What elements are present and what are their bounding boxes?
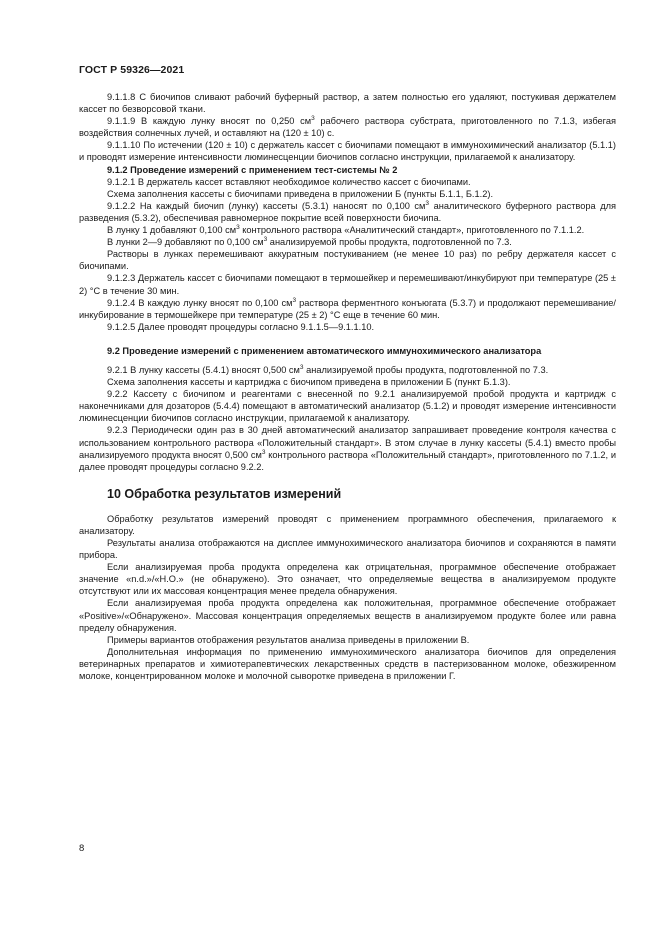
paragraph	[79, 188, 616, 200]
superscript: 3	[261, 448, 266, 456]
text-run: 10 Обработка результатов измерений	[107, 486, 342, 501]
text-run: 9.1.2.1 В держатель кассет вставляют необходимое количество кассет с биочипами.	[107, 176, 471, 187]
superscript: 3	[292, 296, 297, 304]
page-number: 8	[79, 843, 85, 854]
superscript: 3	[263, 236, 268, 244]
section-heading	[79, 345, 616, 357]
paragraph	[79, 513, 616, 537]
paragraph	[79, 388, 616, 424]
text-run: 9.1.2 Проведение измерений с применением тест-системы № 2	[107, 164, 398, 175]
paragraph	[79, 236, 616, 248]
text-run: Обработку результатов измерений проводят с применением программного обеспечения, прилагаемого к анализатору.	[79, 513, 616, 536]
superscript: 3	[236, 224, 240, 232]
paragraph	[79, 224, 616, 236]
subsection-heading	[79, 164, 616, 176]
text-run: 9.1.2.3 Держатель кассет с биочипами помещают в термошейкер и перемешивают/инкубируют при температуре (25 ± 2) °С в течение 30 мин.	[79, 273, 616, 296]
paragraph	[79, 646, 616, 682]
text-run: Результаты анализа отображаются на дисплее иммунохимического анализатора биочипов и сохраняются в памяти прибора.	[79, 538, 616, 561]
text-run: 9.1.2.5 Далее проводят процедуры согласно 9.1.1.5—9.1.1.10.	[107, 321, 375, 332]
paragraph	[79, 364, 616, 376]
text-run: 9.2.2 Кассету с биочипом и реагентами с внесенной по 9.2.1 анализируемой пробой продукта и картридж с наконечниками для дозаторов (5.4.4) помещают в автоматический анализатор (5.1.2) и проводят измерение интенсивности люминесценции биочипов согласно инструкции, прилагаемой к анализатору.	[79, 389, 616, 424]
text-run: 9.1.2.2 На каждый биочип (лунку) кассеты (5.3.1) наносят по 0,100 см	[107, 200, 426, 211]
document-header: ГОСТ Р 59326—2021	[79, 64, 185, 76]
paragraph	[79, 537, 616, 561]
text-run: контрольного раствора «Аналитический стандарт», приготовленного по 7.1.1.2.	[239, 225, 585, 236]
paragraph	[79, 597, 616, 633]
paragraph	[79, 376, 616, 388]
paragraph	[79, 115, 616, 139]
paragraph	[79, 321, 616, 333]
text-run: Если анализируемая проба продукта определена как положительная, программное обеспечение отображает «Positive»/«Обнаружено». Массовая концентрация определяемых веществ в анализируемом продукте более или равна пределу обнаружения.	[79, 598, 616, 633]
superscript: 3	[299, 363, 304, 371]
text-run: 9.1.2.4 В каждую лунку вносят по 0,100 см	[107, 297, 293, 308]
text-run: В лунки 2—9 добавляют по 0,100 см	[107, 237, 264, 248]
text-run: анализируемой пробы продукта, подготовленной по 7.3.	[303, 364, 549, 375]
text-run: Если анализируемая проба продукта определена как отрицательная, программное обеспечение отображает значение «n.d.»/«Н.О.» (не обнаружено). Это означает, что определяемые вещества в анализируемом продукте отсутствуют или их массовая концентрация менее предела обнаружения.	[79, 562, 616, 597]
text-run: раствора ферментного конъюгата (5.3.7) и продолжают перемешивание/инкубирование в термошейкере при температуре (25 ± 2) °С еще в течение 60 мин.	[79, 297, 616, 320]
text-run: анализируемой пробы продукта, подготовленной по 7.3.	[267, 237, 512, 248]
paragraph	[79, 139, 616, 163]
paragraph	[79, 200, 616, 224]
paragraph	[79, 272, 616, 296]
text-run: Растворы в лунках перемешивают аккуратным постукиванием (не менее 10 раз) по ребру держателя кассет с биочипами.	[79, 249, 616, 272]
text-run: Схема заполнения кассеты и картриджа с биочипом приведена в приложении Б (пункт Б.1.3).	[107, 377, 511, 388]
paragraph	[79, 424, 616, 472]
text-run: рабочего раствора субстрата, приготовленного по 7.1.3, избегая воздействия солнечных лучей, и оставляют на (120 ± 10) с.	[79, 116, 616, 139]
paragraph	[79, 561, 616, 597]
text-run: Схема заполнения кассеты с биочипами приведена в приложении Б (пункты Б.1.1, Б.1.2).	[107, 188, 494, 199]
text-run: 9.2.1 В лунку кассеты (5.4.1) вносят 0,500 см	[107, 364, 300, 375]
text-run: 9.1.1.8 С биочипов сливают рабочий буферный раствор, а затем полностью его удаляют, постукивая держателем кассет по безворсовой ткани.	[79, 92, 616, 115]
text-run: В лунку 1 добавляют 0,100 см	[107, 225, 237, 236]
text-run: 9.2.3 Периодически один раз в 30 дней автоматический анализатор запрашивает проведение контроля качества с использованием контрольного раствора «Положительный стандарт». В этом случае в лунку кассеты (5.4.1) вместо пробы анализируемого продукта вносят 0,500 см	[79, 425, 616, 460]
text-run: 9.1.1.10 По истечении (120 ± 10) с держатель кассет с биочипами помещают в иммунохимический анализатор (5.1.1) и проводят измерение интенсивности люминесценции биочипов согласно инструкции, прилагаемой к анализатору.	[79, 140, 616, 163]
text-run: 9.2 Проведение измерений с применением автоматического иммунохимического анализатора	[107, 345, 542, 356]
superscript: 3	[311, 115, 315, 123]
paragraph	[79, 91, 616, 115]
paragraph	[79, 634, 616, 646]
text-run: Дополнительная информация по применению иммунохимического анализатора биочипов для определения ветеринарных препаратов и химиотерапевтических лекарственных средств в пастеризованном молоке, обезжиренном молоке, концентрированном молоке и молочной сыворотке приведена в приложении Г.	[79, 646, 616, 682]
text-run: 9.1.1.9 В каждую лунку вносят по 0,250 см	[107, 116, 312, 127]
text-run: аналитического буферного раствора для разведения (5.3.2), обеспечивая равномерное покрытие всей поверхности биочипа.	[79, 200, 617, 223]
paragraph	[79, 297, 616, 321]
text-run: контрольного раствора «Положительный стандарт», приготовленного по 7.1.2, и далее проводят процедуры согласно 9.2.2.	[79, 449, 617, 472]
paragraph	[79, 248, 616, 272]
chapter-heading	[79, 487, 616, 502]
text-run: Примеры вариантов отображения результатов анализа приведены в приложении В.	[107, 634, 470, 645]
paragraph	[79, 176, 616, 188]
superscript: 3	[425, 199, 430, 207]
document-body	[79, 91, 616, 682]
